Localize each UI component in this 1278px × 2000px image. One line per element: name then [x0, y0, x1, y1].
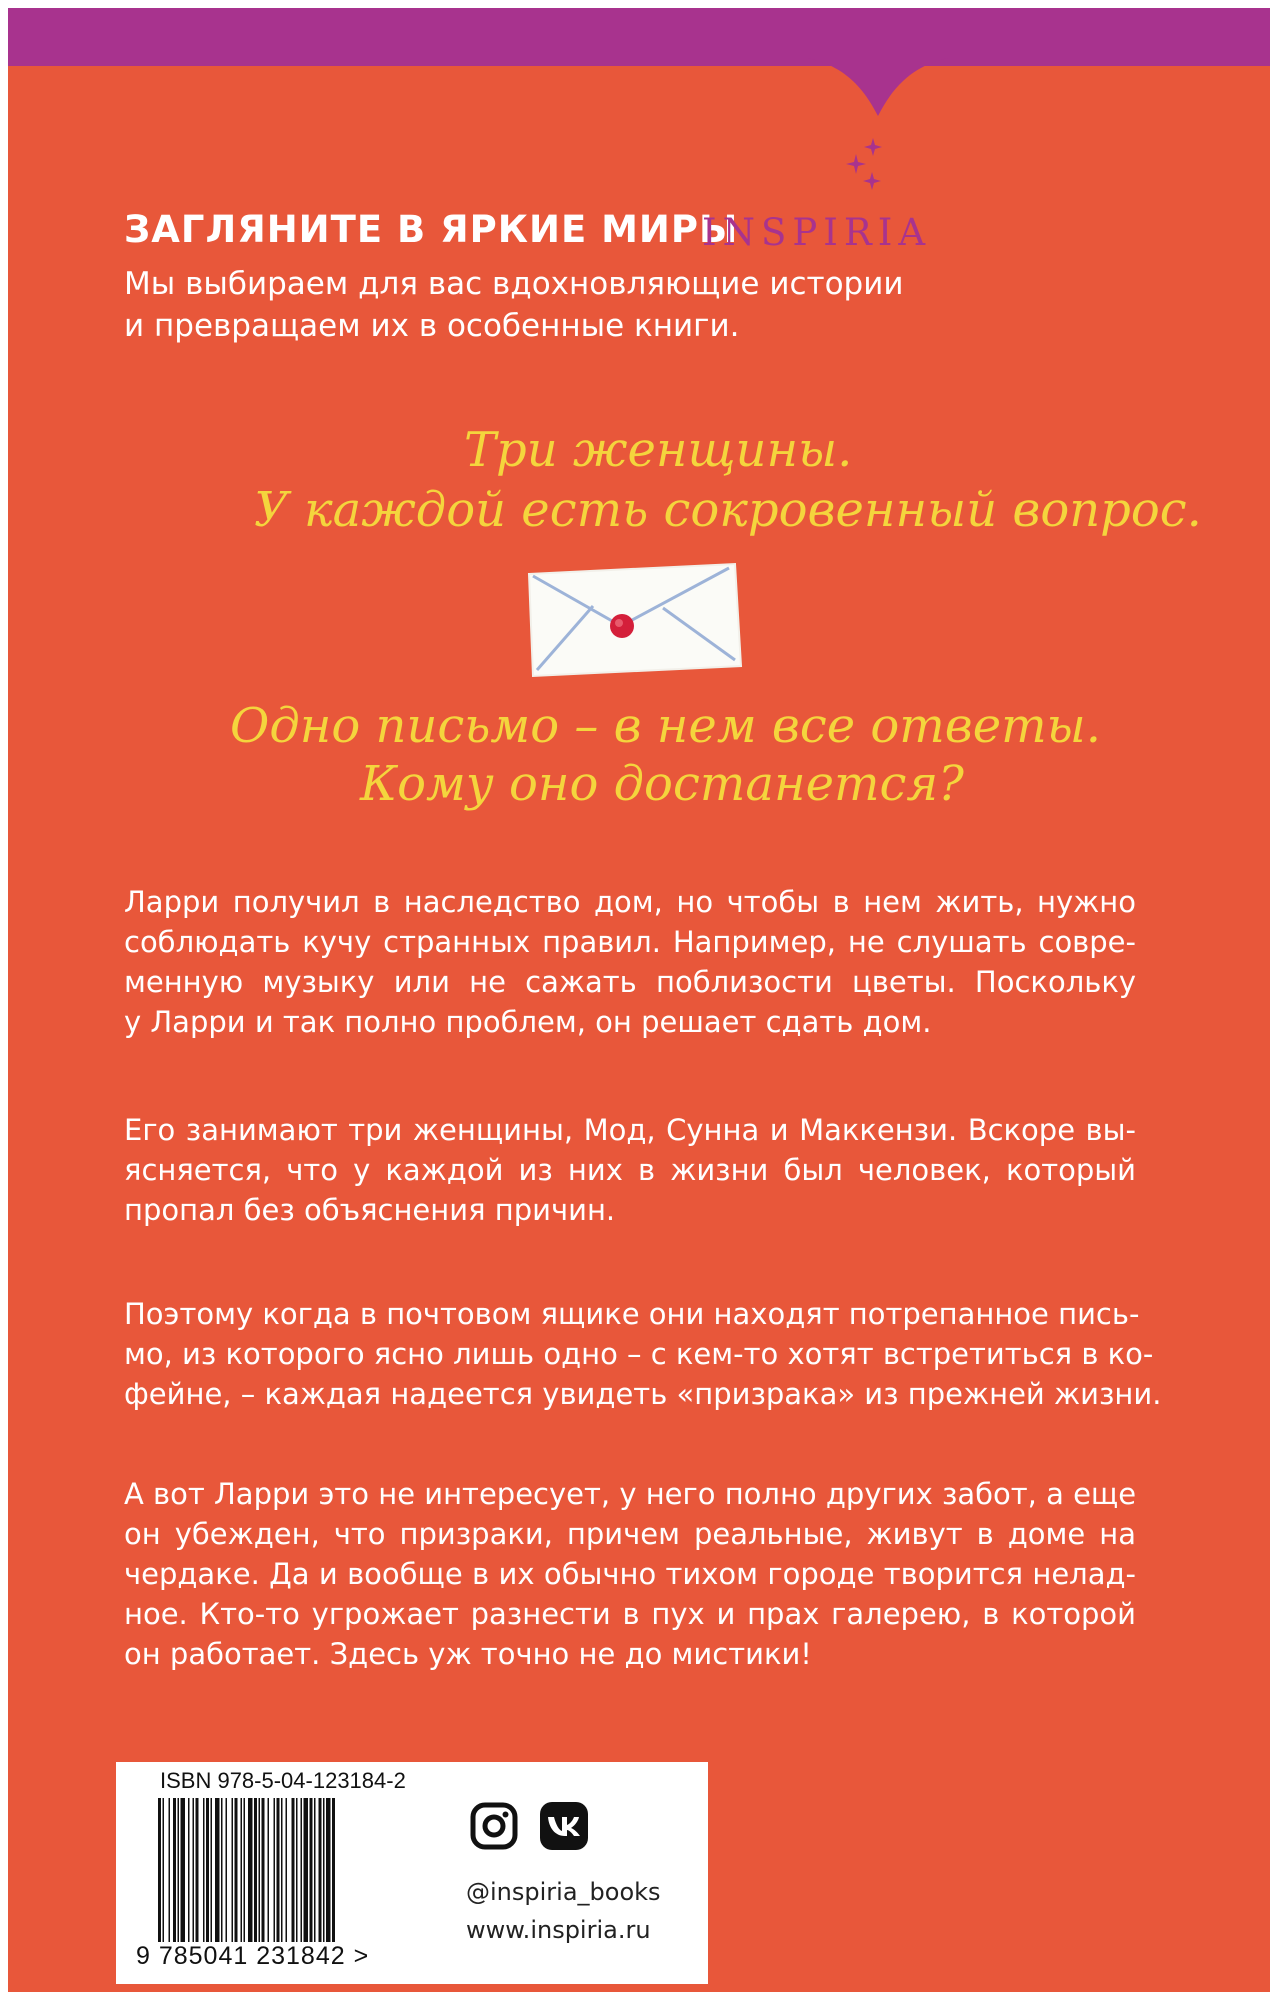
barcode-bar — [319, 1798, 322, 1948]
tagline-line: Одно письмо – в нем все ответы. — [230, 698, 1101, 754]
barcode-bar — [203, 1798, 205, 1948]
social-handle: @inspiria_books — [466, 1878, 661, 1906]
paragraph-line: чердаке. Да и вообще в их обычно тихом городе творится нелад- — [124, 1557, 1136, 1591]
info-box — [116, 1762, 708, 1984]
paragraph-line: менную музыку или не сажать поблизости цветы. Поскольку — [124, 965, 1136, 999]
paragraph-line: А вот Ларри это не интересует, у него полно других забот, а еще — [124, 1477, 1137, 1511]
barcode-bar — [286, 1798, 288, 1948]
paragraph-line: Его занимают три женщины, Мод, Сунна и Маккензи. Вскоре вы- — [124, 1113, 1136, 1147]
intro-line: и превращаем их в особенные книги. — [124, 308, 740, 344]
barcode-bar — [241, 1798, 243, 1948]
barcode-bar — [332, 1798, 335, 1948]
tagline — [464, 422, 852, 478]
barcode-bar — [244, 1798, 246, 1948]
barcode-bar — [262, 1798, 265, 1948]
barcode-bar — [188, 1798, 190, 1948]
back-cover — [8, 8, 1270, 1992]
intro-line: Мы выбираем для вас вдохновляющие истории — [124, 266, 904, 302]
heading: ЗАГЛЯНИТЕ В ЯРКИЕ МИРЫ — [124, 208, 739, 251]
barcode-bar — [248, 1798, 253, 1948]
tagline-line: Кому оно достанется? — [360, 756, 964, 812]
paragraph-line: он работает. Здесь уж точно не до мистики! — [124, 1637, 812, 1671]
barcode-bar — [178, 1798, 180, 1948]
isbn-label: ISBN 978-5-04-123184-2 — [160, 1768, 406, 1793]
barcode-bar — [169, 1798, 171, 1948]
barcode-bar — [196, 1798, 199, 1948]
barcode-bar — [173, 1798, 176, 1948]
paragraph-line: Поэтому когда в почтовом ящике они находят потрепанное пись- — [124, 1297, 1140, 1331]
description-paragraph — [124, 882, 1136, 1042]
barcode-bar — [158, 1798, 161, 1948]
paragraph-line: ное. Кто-то угрожает разнести в пух и прах галерею, в которой — [124, 1597, 1136, 1631]
top-band — [8, 8, 1270, 66]
barcode — [158, 1798, 390, 1948]
barcode-bar — [181, 1798, 186, 1948]
paragraph-line: мо, из которого ясно лишь одно – с кем-то хотят встретиться в ко- — [124, 1337, 1154, 1371]
paragraph-line: пропал без объяснения причин. — [124, 1193, 616, 1227]
barcode-bar — [292, 1798, 295, 1948]
band-notch — [808, 58, 948, 128]
barcode-bar — [259, 1798, 261, 1948]
barcode-bar — [314, 1798, 316, 1948]
barcode-bar — [296, 1798, 298, 1948]
vk-icon[interactable] — [538, 1800, 590, 1852]
tagline — [360, 756, 964, 812]
barcode-bar — [206, 1798, 209, 1948]
paragraph-line: соблюдать кучу странных правил. Например, не слушать совре- — [124, 925, 1136, 959]
tagline-line: У каждой есть сокровенный вопрос. — [254, 482, 1202, 538]
barcode-bar — [274, 1798, 276, 1948]
paragraph-line: он убежден, что призраки, причем реальные, живут в доме на — [124, 1517, 1136, 1551]
paragraph-line: Ларри получил в наследство дом, но чтобы в нем жить, нужно — [124, 885, 1136, 919]
barcode-digits: 9 785041 231842 > — [136, 1942, 370, 1970]
barcode-bar — [304, 1798, 309, 1948]
barcode-bar — [323, 1798, 325, 1948]
tagline-line: Три женщины. — [464, 422, 853, 478]
tagline — [254, 482, 1202, 538]
barcode-bar — [301, 1798, 303, 1948]
description-paragraph — [124, 1110, 1136, 1230]
barcode-bar — [254, 1798, 257, 1948]
barcode-bar — [215, 1798, 220, 1948]
paragraph-line: у Ларри и так полно проблем, он решает сдать дом. — [124, 1005, 932, 1039]
barcode-bar — [232, 1798, 234, 1948]
barcode-bar — [193, 1798, 195, 1948]
intro-text — [124, 263, 1024, 347]
barcode-bar — [281, 1798, 283, 1948]
barcode-bar — [221, 1798, 223, 1948]
sparkles-icon — [846, 136, 886, 196]
paragraph-line: фейне, – каждая надеется увидеть «призрака» из прежней жизни. — [124, 1377, 1162, 1411]
website-link[interactable]: www.inspiria.ru — [466, 1916, 651, 1944]
brand-logo: INSPIRIA — [702, 211, 932, 254]
tagline — [230, 698, 1101, 754]
barcode-bar — [226, 1798, 228, 1948]
envelope-icon — [523, 556, 743, 682]
barcode-bar — [277, 1798, 280, 1948]
paragraph-line: ясняется, что у каждой из них в жизни был человек, который — [124, 1153, 1136, 1187]
barcode-bar — [235, 1798, 238, 1948]
description-paragraph — [124, 1294, 1162, 1414]
barcode-bar — [310, 1798, 313, 1948]
barcode-bar — [268, 1798, 270, 1948]
barcode-bar — [211, 1798, 213, 1948]
description-paragraph — [124, 1474, 1136, 1674]
barcode-bar — [163, 1798, 165, 1948]
barcode-bar — [326, 1798, 331, 1948]
instagram-icon[interactable] — [468, 1800, 520, 1852]
